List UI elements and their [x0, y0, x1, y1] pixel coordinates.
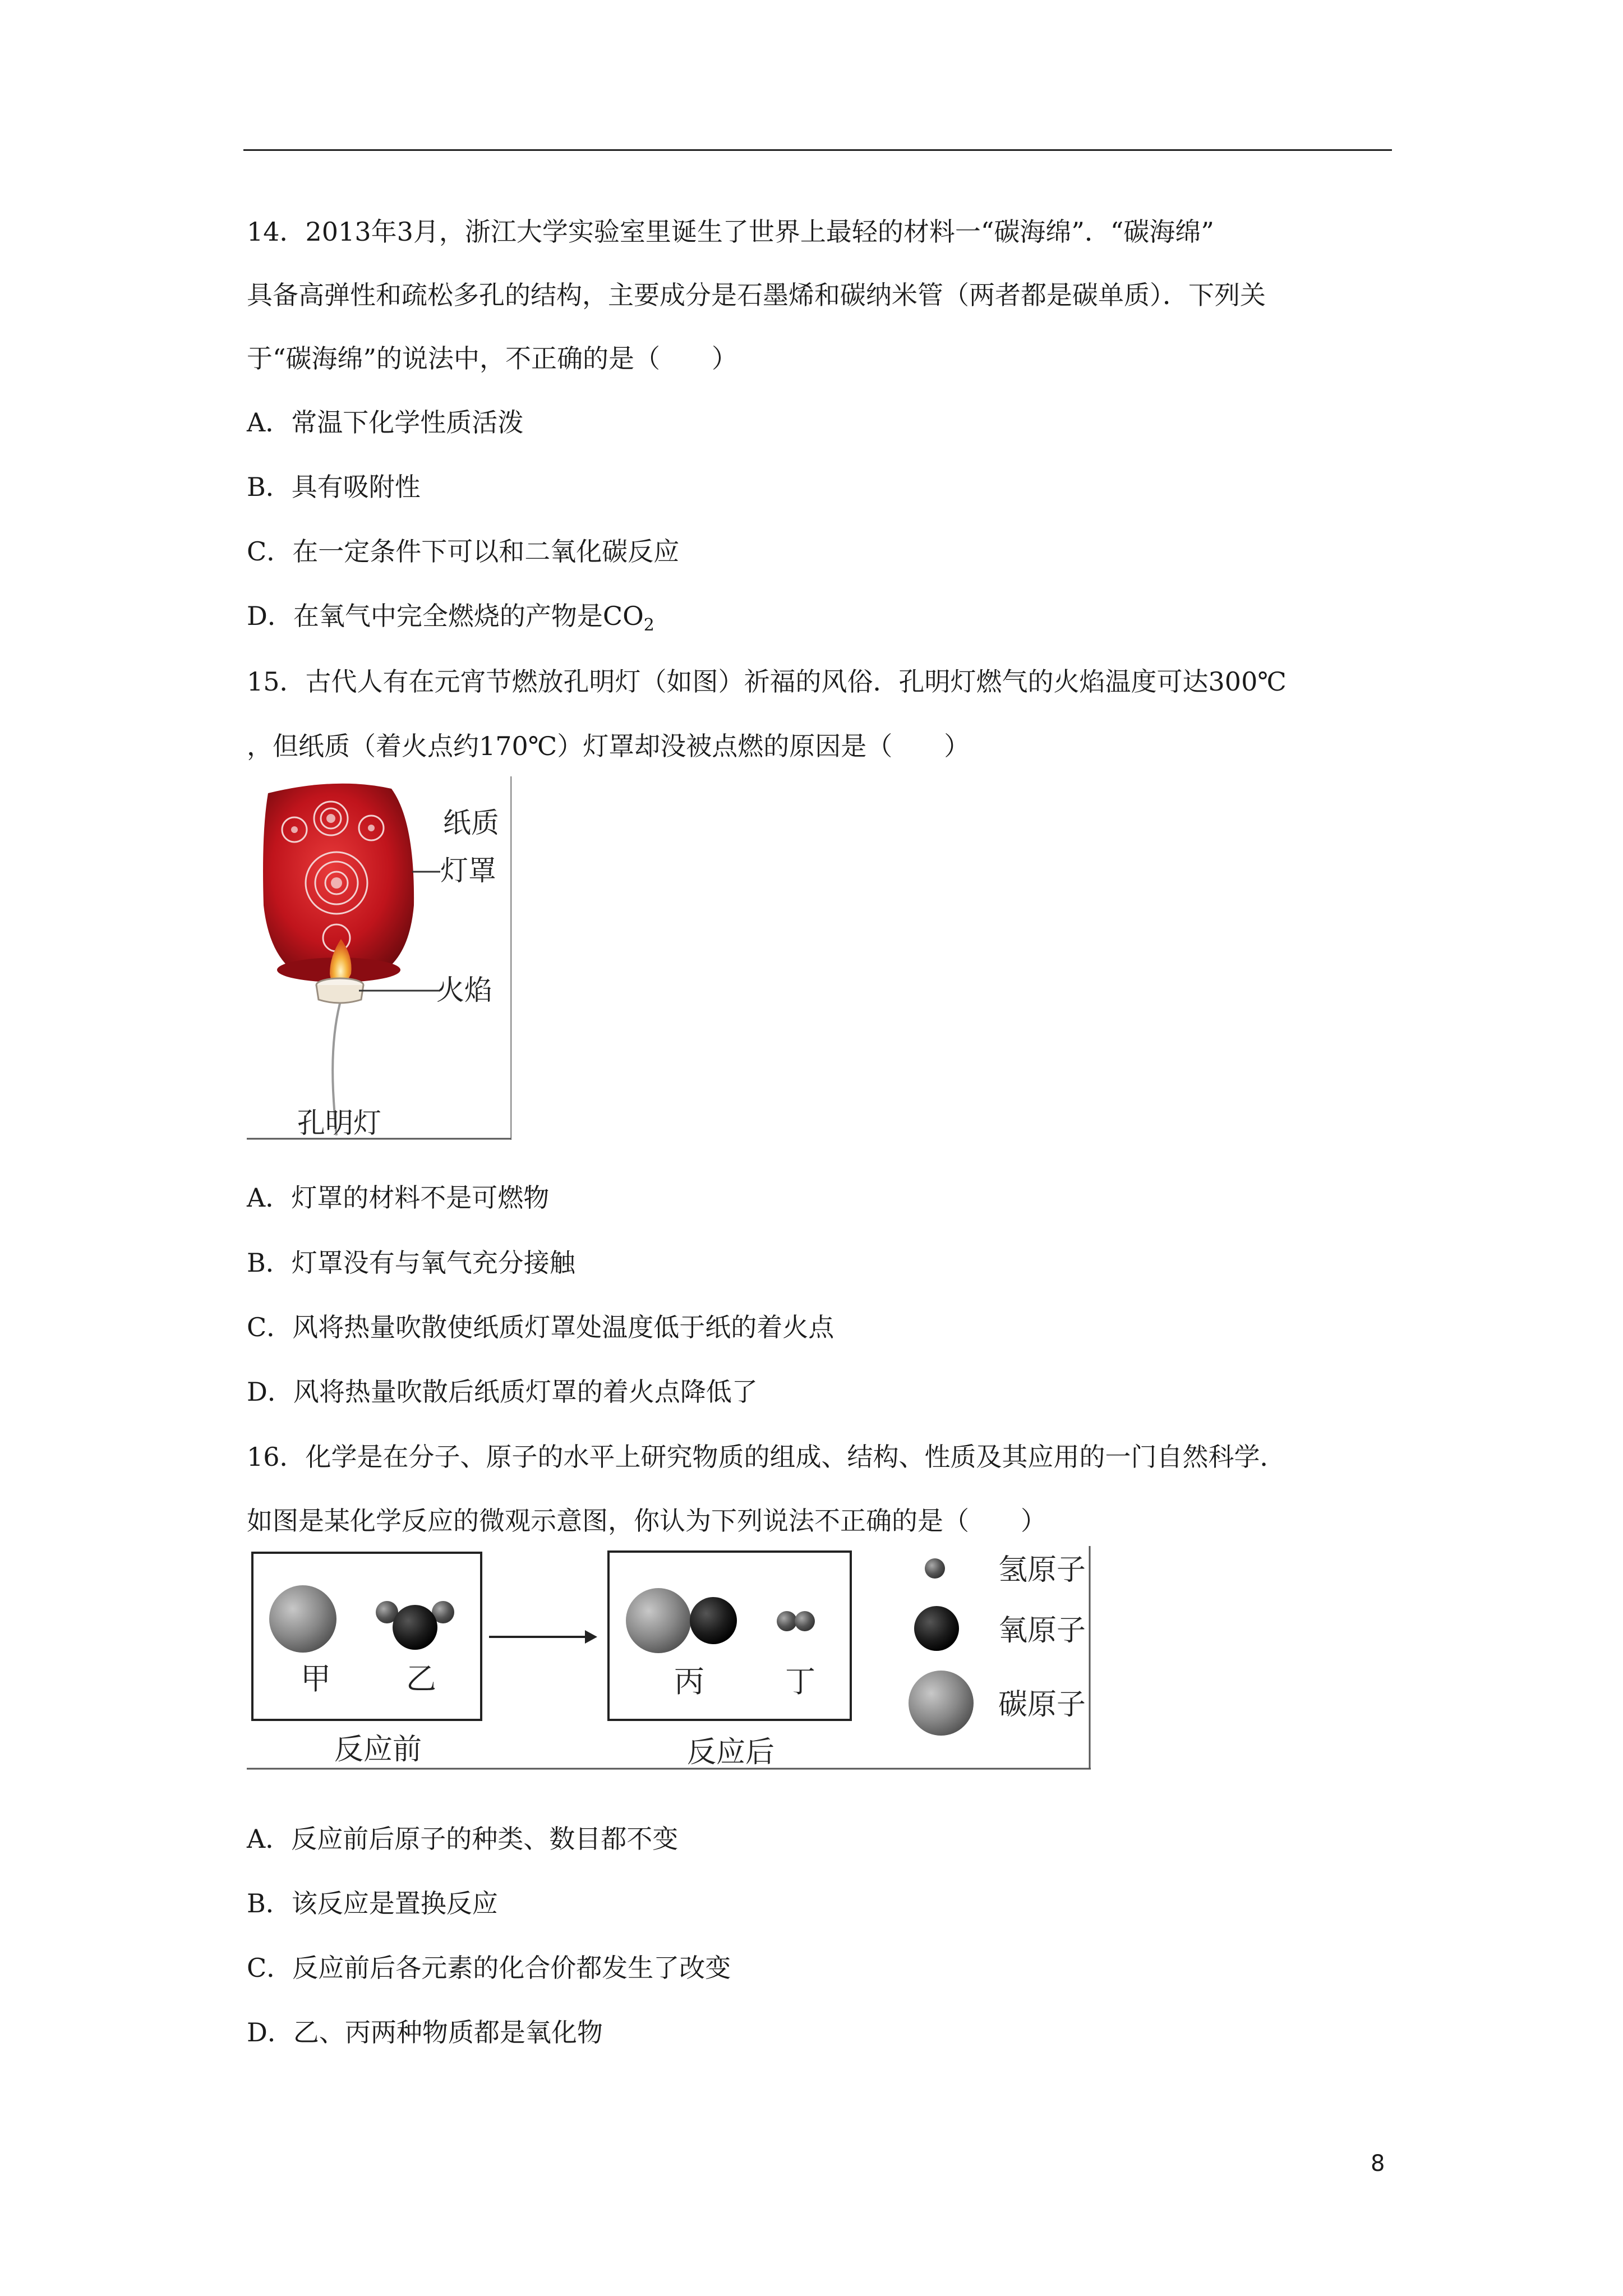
lantern-cup [316, 978, 363, 1003]
label-paper: 纸质 [443, 807, 499, 839]
figure-caption: 孔明灯 [297, 1107, 381, 1139]
header-rule [243, 149, 1392, 151]
after-label: 反应后 [687, 1736, 775, 1769]
yi-molecule [376, 1601, 454, 1650]
bing-label: 丙 [674, 1664, 704, 1699]
kongming-lantern-figure [247, 776, 511, 1140]
label-shade: 灯罩 [440, 854, 496, 887]
q14-option-d-text: D．在氧气中完全燃烧的产物是CO [247, 601, 644, 631]
legend-oxygen-label: 氧原子 [998, 1614, 1086, 1648]
reaction-diagram [247, 1546, 1091, 1770]
ding-label: 丁 [785, 1664, 815, 1699]
q14-line-1: 14．2013年3月，浙江大学实验室里诞生了世界上最轻的材料一“碳海绵”．“碳海绵” [247, 217, 1214, 247]
bing-molecule [626, 1588, 737, 1653]
legend-hydrogen-label: 氢原子 [998, 1553, 1086, 1587]
reaction-arrow [489, 1630, 597, 1644]
q15-option-c: C．风将热量吹散使纸质灯罩处温度低于纸的着火点 [247, 1312, 834, 1342]
q15-line-1: 15．古代人有在元宵节燃放孔明灯（如图）祈福的风俗．孔明灯燃气的火焰温度可达300℃ [247, 666, 1287, 697]
q16-option-b: B．该反应是置换反应 [247, 1888, 498, 1918]
legend-carbon-label: 碳原子 [998, 1688, 1086, 1722]
q14-option-d [247, 603, 654, 634]
q14-line-2: 具备高弹性和疏松多孔的结构，主要成分是石墨烯和碳纳米管（两者都是碳单质）．下列关 [247, 280, 1266, 310]
q14-option-c: C．在一定条件下可以和二氧化碳反应 [247, 536, 680, 567]
co2-subscript: 2 [643, 615, 654, 635]
legend [909, 1553, 1086, 1736]
q14-line-3: 于“碳海绵”的说法中，不正确的是（ ） [247, 343, 738, 374]
before-label: 反应前 [334, 1733, 422, 1766]
q16-option-d: D．乙、丙两种物质都是氧化物 [247, 2017, 603, 2047]
q16-line-1: 16．化学是在分子、原子的水平上研究物质的组成、结构、性质及其应用的一门自然科学． [247, 1442, 1286, 1472]
q16-option-c: C．反应前后各元素的化合价都发生了改变 [247, 1953, 731, 1983]
jia-molecule [269, 1585, 336, 1653]
q15-option-a: A．灯罩的材料不是可燃物 [247, 1182, 550, 1213]
q15-option-b: B．灯罩没有与氧气充分接触 [247, 1248, 575, 1278]
q15-line-2: ，但纸质（着火点约170℃）灯罩却没被点燃的原因是（ ） [247, 731, 970, 761]
label-flame: 火焰 [436, 974, 492, 1006]
q14-option-b: B．具有吸附性 [247, 472, 421, 502]
legend-hydrogen-atom [925, 1558, 945, 1579]
q16-line-2: 如图是某化学反应的微观示意图，你认为下列说法不正确的是（ ） [247, 1506, 1046, 1536]
legend-carbon-atom [909, 1671, 974, 1736]
q16-option-a: A．反应前后原子的种类、数目都不变 [247, 1824, 679, 1854]
q15-option-d: D．风将热量吹散后纸质灯罩的着火点降低了 [247, 1377, 758, 1407]
yi-label: 乙 [406, 1661, 436, 1696]
ding-molecule [777, 1611, 815, 1631]
jia-label: 甲 [301, 1661, 331, 1696]
q14-option-a: A．常温下化学性质活泼 [247, 407, 524, 438]
legend-oxygen-atom [914, 1606, 959, 1651]
page-number: 8 [1371, 2151, 1385, 2177]
